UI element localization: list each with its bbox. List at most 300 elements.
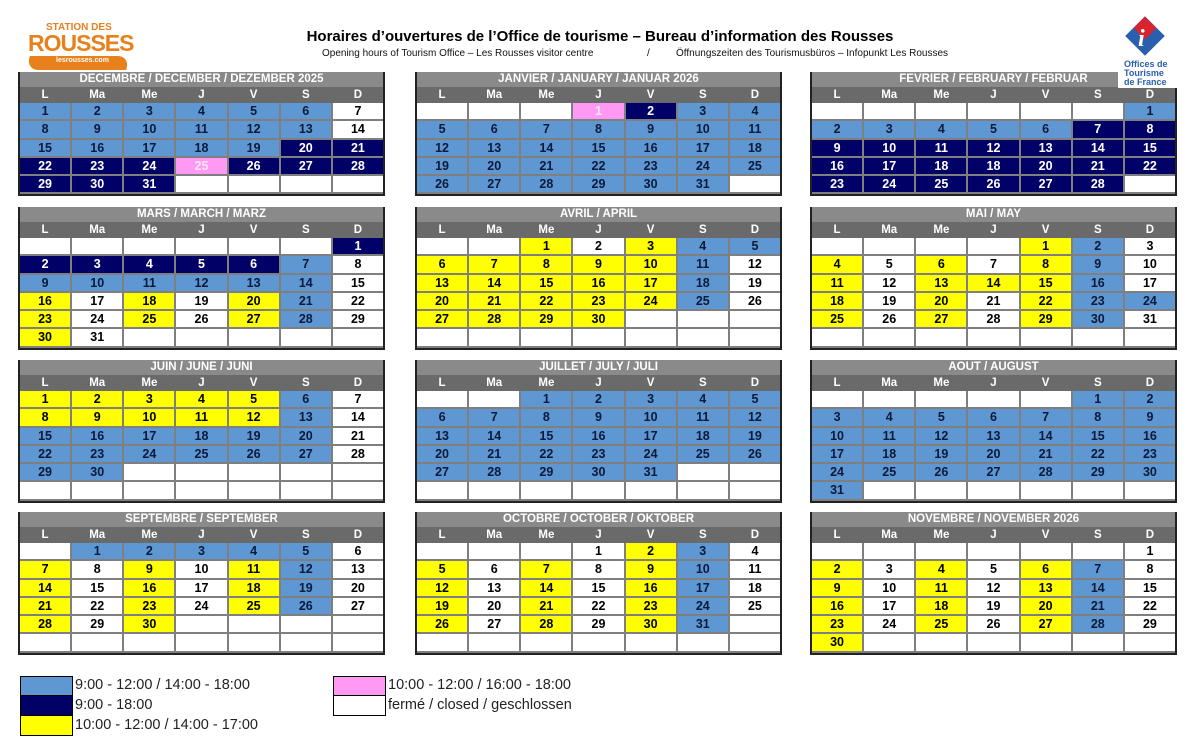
day-cell: 10 — [678, 121, 728, 137]
day-cell: 22 — [333, 293, 383, 309]
day-cell: 18 — [968, 158, 1018, 174]
day-cell: 12 — [916, 428, 966, 444]
day-cell: 1 — [573, 543, 623, 559]
day-cell: 13 — [968, 428, 1018, 444]
legend-swatch — [333, 676, 386, 696]
week-row — [20, 329, 383, 347]
day-cell: 16 — [812, 158, 862, 174]
weekday-header: L — [833, 529, 841, 541]
day-cell: 1 — [1021, 238, 1071, 254]
day-cell — [678, 482, 728, 498]
day-cell: 17 — [72, 293, 122, 309]
day-cell: 15 — [20, 140, 70, 156]
day-cell — [916, 238, 966, 254]
week-row — [812, 238, 1175, 256]
weekday-header: S — [698, 89, 707, 101]
day-cell: 27 — [469, 176, 519, 192]
day-cell: 14 — [521, 140, 571, 156]
weekday-header: L — [438, 89, 446, 101]
day-cell: 6 — [968, 409, 1018, 425]
day-cell: 7 — [469, 409, 519, 425]
weekday-header: Me — [141, 377, 158, 389]
day-cell: 16 — [20, 293, 70, 309]
legend-swatch — [20, 696, 73, 716]
day-cell: 30 — [20, 329, 70, 345]
day-cell — [20, 482, 70, 498]
weekday-header: Me — [538, 89, 555, 101]
day-cell: 21 — [1073, 598, 1123, 614]
day-cell — [20, 543, 70, 559]
day-cell — [626, 482, 676, 498]
weekday-header: V — [249, 224, 258, 236]
day-cell: 30 — [72, 464, 122, 480]
weekday-header: J — [198, 224, 205, 236]
weekday-header-row — [812, 375, 1175, 391]
week-row — [20, 598, 383, 616]
day-cell: 28 — [1073, 176, 1123, 192]
day-cell — [968, 238, 1018, 254]
day-cell — [176, 482, 226, 498]
weekday-header: J — [198, 529, 205, 541]
offices-de-tourisme-logo: i Offices de Tourisme de France — [1118, 18, 1180, 88]
day-cell — [1125, 329, 1175, 345]
day-cell — [333, 329, 383, 345]
weekday-header: J — [595, 89, 602, 101]
week-row — [417, 391, 780, 409]
day-cell: 20 — [469, 158, 519, 174]
week-row — [417, 446, 780, 464]
day-cell: 5 — [176, 256, 226, 272]
day-cell: 3 — [678, 543, 728, 559]
day-cell: 13 — [333, 561, 383, 577]
week-row — [20, 311, 383, 329]
weekday-header: J — [595, 377, 602, 389]
day-cell: 1 — [521, 391, 571, 407]
day-cell: 27 — [417, 311, 467, 327]
day-cell — [229, 238, 279, 254]
day-cell: 4 — [124, 256, 174, 272]
day-cell: 21 — [968, 293, 1018, 309]
day-cell — [124, 634, 174, 650]
weekday-header: J — [990, 224, 997, 236]
day-cell: 27 — [968, 464, 1018, 480]
day-cell: 13 — [281, 409, 331, 425]
day-cell: 17 — [626, 428, 676, 444]
month-title: OCTOBRE / OCTOBER / OKTOBER — [417, 512, 780, 527]
day-cell: 19 — [968, 598, 1018, 614]
day-cell: 7 — [521, 561, 571, 577]
week-row — [20, 158, 383, 176]
day-cell: 29 — [333, 311, 383, 327]
day-cell: 6 — [281, 103, 331, 119]
day-cell: 30 — [573, 311, 623, 327]
day-cell: 24 — [626, 446, 676, 462]
month-title: AVRIL / APRIL — [417, 207, 780, 222]
day-cell: 31 — [124, 176, 174, 192]
weekday-header: Me — [538, 529, 555, 541]
day-cell — [229, 482, 279, 498]
day-cell: 10 — [678, 561, 728, 577]
day-cell: 20 — [916, 293, 966, 309]
day-cell: 18 — [730, 140, 780, 156]
day-cell: 6 — [1021, 121, 1071, 137]
day-cell: 27 — [333, 598, 383, 614]
day-cell: 20 — [469, 598, 519, 614]
week-row — [20, 391, 383, 409]
weekday-header: D — [1145, 529, 1155, 541]
info-i-icon: i — [1138, 26, 1145, 52]
day-cell: 14 — [521, 580, 571, 596]
day-cell: 10 — [1125, 256, 1175, 272]
day-cell — [124, 329, 174, 345]
day-cell: 31 — [626, 464, 676, 480]
week-row — [417, 616, 780, 634]
day-cell: 3 — [124, 103, 174, 119]
day-cell: 12 — [176, 275, 226, 291]
day-cell: 18 — [916, 158, 966, 174]
day-cell — [333, 482, 383, 498]
day-cell: 17 — [678, 140, 728, 156]
day-cell: 2 — [20, 256, 70, 272]
day-cell: 31 — [812, 482, 862, 498]
weekday-header: Me — [933, 224, 950, 236]
day-cell: 1 — [72, 543, 122, 559]
day-cell — [333, 176, 383, 192]
weekday-header-row — [20, 222, 383, 238]
day-cell: 22 — [72, 598, 122, 614]
day-cell — [626, 311, 676, 327]
day-cell: 30 — [573, 464, 623, 480]
day-cell: 24 — [864, 176, 914, 192]
day-cell: 11 — [916, 580, 966, 596]
day-cell — [229, 176, 279, 192]
day-cell: 26 — [730, 293, 780, 309]
weekday-header: D — [353, 377, 363, 389]
day-cell: 13 — [916, 275, 966, 291]
week-row — [20, 275, 383, 293]
day-cell: 21 — [1021, 446, 1071, 462]
page-title: Horaires d’ouvertures de l’Office de tourisme – Bureau d’information des Rousses — [306, 28, 894, 45]
day-cell — [730, 616, 780, 632]
week-row — [20, 293, 383, 311]
day-cell — [1073, 329, 1123, 345]
day-cell: 8 — [1021, 256, 1071, 272]
day-cell: 13 — [229, 275, 279, 291]
weekday-header: S — [1093, 529, 1102, 541]
day-cell: 8 — [521, 409, 571, 425]
day-cell — [626, 329, 676, 345]
day-cell: 29 — [1125, 616, 1175, 632]
week-row — [812, 409, 1175, 427]
week-row — [20, 616, 383, 634]
week-row — [417, 256, 780, 274]
day-cell: 23 — [812, 176, 862, 192]
day-cell — [864, 391, 914, 407]
weekday-header: S — [698, 377, 707, 389]
day-cell — [72, 482, 122, 498]
week-row — [812, 634, 1175, 652]
day-cell: 25 — [864, 464, 914, 480]
week-row — [812, 561, 1175, 579]
day-cell: 3 — [626, 238, 676, 254]
day-cell — [730, 634, 780, 650]
weekday-header: J — [990, 89, 997, 101]
day-cell: 6 — [333, 543, 383, 559]
day-cell — [417, 329, 467, 345]
day-cell: 17 — [124, 140, 174, 156]
month-calendar — [415, 72, 782, 196]
day-cell: 24 — [864, 616, 914, 632]
weekday-header: V — [646, 224, 655, 236]
day-cell: 1 — [521, 238, 571, 254]
legend-label: 9:00 - 18:00 — [75, 697, 153, 713]
day-cell — [812, 543, 862, 559]
day-cell: 28 — [333, 158, 383, 174]
day-cell: 23 — [573, 293, 623, 309]
weekday-header: V — [249, 89, 258, 101]
day-cell — [573, 482, 623, 498]
day-cell: 4 — [730, 543, 780, 559]
day-cell — [730, 329, 780, 345]
day-cell: 6 — [1021, 561, 1071, 577]
month-title: SEPTEMBRE / SEPTEMBER — [20, 512, 383, 527]
day-cell: 9 — [573, 256, 623, 272]
day-cell: 20 — [417, 446, 467, 462]
weekday-header: Ma — [486, 89, 503, 101]
day-cell: 1 — [1125, 103, 1175, 119]
day-cell: 23 — [72, 158, 122, 174]
day-cell: 5 — [730, 238, 780, 254]
day-cell: 3 — [864, 561, 914, 577]
day-cell: 22 — [573, 598, 623, 614]
day-cell: 24 — [812, 464, 862, 480]
day-cell — [916, 391, 966, 407]
weekday-header-row — [812, 527, 1175, 543]
day-cell: 23 — [626, 598, 676, 614]
weekday-header: J — [595, 224, 602, 236]
day-cell: 22 — [1021, 293, 1071, 309]
day-cell: 27 — [916, 311, 966, 327]
day-cell: 13 — [417, 428, 467, 444]
day-cell — [916, 329, 966, 345]
day-cell: 30 — [626, 616, 676, 632]
weekday-header-row — [20, 527, 383, 543]
day-cell: 19 — [417, 158, 467, 174]
day-cell: 21 — [521, 598, 571, 614]
day-cell — [573, 329, 623, 345]
weekday-header: Ma — [89, 377, 106, 389]
day-cell — [176, 616, 226, 632]
day-cell: 6 — [229, 256, 279, 272]
day-cell: 2 — [626, 543, 676, 559]
day-cell: 29 — [1073, 464, 1123, 480]
day-cell: 17 — [864, 598, 914, 614]
day-cell: 9 — [72, 409, 122, 425]
day-cell — [229, 464, 279, 480]
weekday-header: Me — [933, 377, 950, 389]
day-cell — [417, 634, 467, 650]
day-cell: 16 — [1125, 428, 1175, 444]
day-cell — [469, 543, 519, 559]
day-cell: 26 — [417, 616, 467, 632]
day-cell: 17 — [812, 446, 862, 462]
weekday-header: S — [1093, 89, 1102, 101]
day-cell — [916, 482, 966, 498]
day-cell — [1073, 103, 1123, 119]
day-cell — [521, 329, 571, 345]
day-cell: 7 — [1021, 409, 1071, 425]
week-row — [812, 256, 1175, 274]
week-row — [812, 580, 1175, 598]
day-cell: 16 — [573, 428, 623, 444]
day-cell: 8 — [1073, 409, 1123, 425]
day-cell: 11 — [730, 561, 780, 577]
day-cell: 18 — [730, 580, 780, 596]
day-cell: 15 — [1073, 428, 1123, 444]
week-row — [812, 616, 1175, 634]
month-calendar — [810, 360, 1177, 503]
day-cell: 26 — [417, 176, 467, 192]
day-cell: 16 — [72, 428, 122, 444]
day-cell: 1 — [573, 103, 623, 119]
weekday-header: V — [1041, 224, 1050, 236]
weekday-header: V — [646, 377, 655, 389]
day-cell: 12 — [417, 580, 467, 596]
week-row — [20, 634, 383, 652]
week-row — [20, 464, 383, 482]
day-cell: 24 — [1125, 293, 1175, 309]
day-cell: 28 — [333, 446, 383, 462]
day-cell: 16 — [124, 580, 174, 596]
day-cell: 27 — [281, 158, 331, 174]
day-cell: 22 — [1125, 598, 1175, 614]
weekday-header: Ma — [881, 529, 898, 541]
day-cell — [864, 543, 914, 559]
month-title: JUILLET / JULY / JULI — [417, 360, 780, 375]
weekday-header: Ma — [486, 377, 503, 389]
day-cell: 18 — [678, 428, 728, 444]
day-cell: 4 — [864, 409, 914, 425]
day-cell: 16 — [72, 140, 122, 156]
day-cell: 26 — [281, 598, 331, 614]
day-cell: 11 — [229, 561, 279, 577]
day-cell: 18 — [124, 293, 174, 309]
day-cell: 18 — [176, 428, 226, 444]
day-cell: 19 — [730, 428, 780, 444]
weekday-header: L — [833, 89, 841, 101]
day-cell: 16 — [626, 580, 676, 596]
week-row — [417, 103, 780, 121]
day-cell: 3 — [176, 543, 226, 559]
day-cell: 12 — [229, 409, 279, 425]
day-cell: 8 — [20, 409, 70, 425]
day-cell: 13 — [1021, 140, 1071, 156]
day-cell: 26 — [176, 311, 226, 327]
day-cell — [864, 634, 914, 650]
week-row — [812, 275, 1175, 293]
day-cell — [469, 634, 519, 650]
day-cell: 8 — [1125, 121, 1175, 137]
weekday-header: Me — [933, 529, 950, 541]
day-cell: 7 — [281, 256, 331, 272]
day-cell — [1073, 634, 1123, 650]
day-cell: 2 — [812, 121, 862, 137]
day-cell: 11 — [124, 275, 174, 291]
day-cell: 16 — [573, 275, 623, 291]
day-cell: 19 — [281, 580, 331, 596]
month-title: JANVIER / JANUARY / JANUAR 2026 — [417, 72, 780, 87]
weekday-header: D — [750, 89, 760, 101]
day-cell — [1021, 543, 1071, 559]
day-cell: 11 — [678, 409, 728, 425]
weekday-header: L — [41, 377, 49, 389]
day-cell: 21 — [1073, 158, 1123, 174]
day-cell: 7 — [333, 391, 383, 407]
day-cell: 8 — [20, 121, 70, 137]
day-cell — [281, 329, 331, 345]
day-cell — [1125, 634, 1175, 650]
day-cell — [469, 103, 519, 119]
day-cell — [678, 464, 728, 480]
day-cell: 4 — [678, 238, 728, 254]
day-cell: 15 — [1125, 140, 1175, 156]
day-cell: 23 — [626, 158, 676, 174]
weekday-header: Me — [538, 377, 555, 389]
week-row — [812, 329, 1175, 347]
day-cell — [521, 103, 571, 119]
day-cell: 6 — [469, 561, 519, 577]
week-row — [417, 176, 780, 194]
day-cell — [281, 634, 331, 650]
weekday-header: Me — [141, 529, 158, 541]
day-cell: 4 — [812, 256, 862, 272]
day-cell: 8 — [333, 256, 383, 272]
day-cell: 25 — [678, 446, 728, 462]
day-cell: 15 — [1125, 580, 1175, 596]
weekday-header: D — [1145, 89, 1155, 101]
week-row — [417, 543, 780, 561]
day-cell: 7 — [469, 256, 519, 272]
day-cell: 25 — [176, 446, 226, 462]
day-cell: 10 — [864, 140, 914, 156]
day-cell: 15 — [20, 428, 70, 444]
week-row — [417, 598, 780, 616]
week-row — [20, 121, 383, 139]
day-cell: 19 — [864, 293, 914, 309]
day-cell: 8 — [573, 121, 623, 137]
day-cell: 25 — [176, 158, 226, 174]
day-cell: 20 — [968, 446, 1018, 462]
day-cell — [176, 634, 226, 650]
day-cell — [812, 329, 862, 345]
day-cell — [281, 464, 331, 480]
weekday-header-row — [812, 87, 1175, 103]
day-cell: 26 — [916, 464, 966, 480]
day-cell: 18 — [229, 580, 279, 596]
day-cell: 9 — [124, 561, 174, 577]
day-cell: 23 — [812, 616, 862, 632]
week-row — [417, 580, 780, 598]
day-cell — [1021, 329, 1071, 345]
week-row — [20, 561, 383, 579]
week-row — [812, 446, 1175, 464]
weekday-header: Ma — [486, 529, 503, 541]
day-cell: 14 — [1021, 428, 1071, 444]
day-cell — [469, 482, 519, 498]
day-cell — [730, 311, 780, 327]
day-cell: 7 — [20, 561, 70, 577]
day-cell — [812, 391, 862, 407]
